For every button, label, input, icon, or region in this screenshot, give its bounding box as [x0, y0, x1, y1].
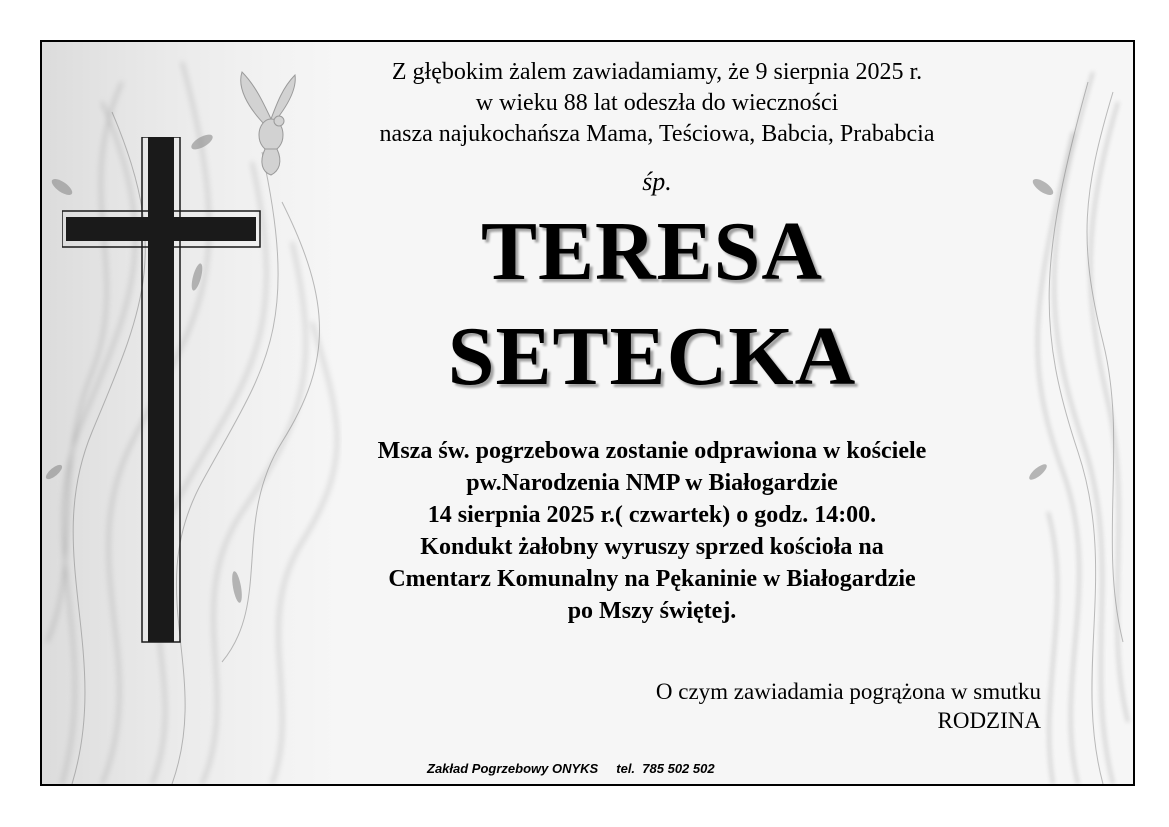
intro-text: [322, 57, 992, 150]
funeral-detail-line: Cmentarz Komunalny na Pękaninie w Białogardzie: [388, 566, 916, 592]
footer: [427, 761, 715, 776]
funeral-details: [322, 435, 982, 627]
funeral-detail-line: Msza św. pogrzebowa zostanie odprawiona w kościele: [377, 438, 927, 464]
funeral-detail-line: po Mszy świętej.: [567, 598, 737, 624]
funeral-home-name: Zakład Pogrzebowy ONYKS: [427, 761, 599, 776]
smoke-decoration-right: [1023, 42, 1133, 784]
funeral-detail-line: pw.Narodzenia NMP w Białogardzie: [466, 470, 838, 496]
closing-line: O czym zawiadamia pogrążona w smutku: [655, 679, 1041, 704]
funeral-detail-line: 14 sierpnia 2025 r.( czwartek) o godz. 14:00.: [427, 502, 877, 528]
intro-line: Z głębokim żalem zawiadamiamy, że 9 sierpnia 2025 r.: [391, 59, 923, 85]
funeral-detail-line: Kondukt żałobny wyruszy sprzed kościoła na: [420, 534, 884, 560]
cross-icon: [62, 137, 262, 647]
intro-line: nasza najukochańsza Mama, Teściowa, Babcia, Prababcia: [379, 121, 935, 147]
deceased-last-name: SETECKA: [447, 310, 857, 403]
closing-block: [656, 677, 1041, 735]
deceased-first-name: TERESA: [480, 205, 824, 298]
signature: RODZINA: [937, 708, 1041, 733]
name-prefix: śp.: [642, 167, 672, 196]
intro-line: w wieku 88 lat odeszła do wieczności: [475, 90, 839, 116]
obituary-card: [40, 40, 1135, 786]
phone-label: tel.: [616, 761, 636, 776]
phone-number: 785 502 502: [642, 761, 715, 776]
